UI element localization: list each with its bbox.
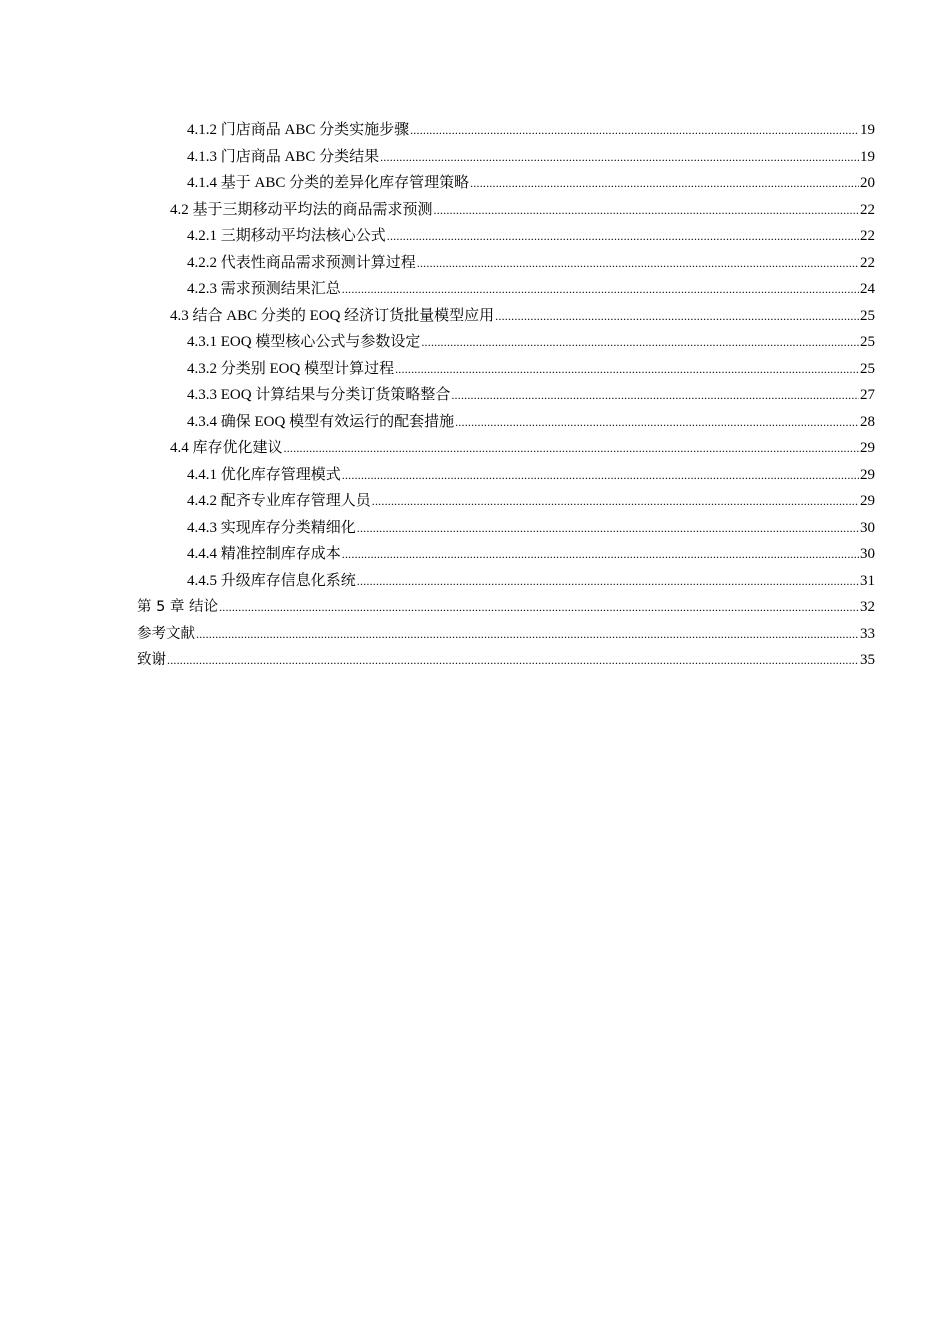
toc-entry-page: 25 <box>860 307 875 324</box>
toc-entry[interactable] <box>137 303 875 330</box>
toc-entry-page: 22 <box>860 228 875 244</box>
toc-entry-title: 4.2.1 三期移动平均法核心公式 <box>187 228 386 244</box>
toc-entry-page: 29 <box>860 493 875 509</box>
toc-entry-title: 4.4.1 优化库存管理模式 <box>187 466 341 483</box>
toc-dot-leader <box>455 409 859 436</box>
toc-entry-title: 4.2 基于三期移动平均法的商品需求预测 <box>170 201 433 218</box>
toc-entry-page: 30 <box>860 546 875 562</box>
toc-entry-title: 4.2.2 代表性商品需求预测计算过程 <box>187 254 416 271</box>
toc-entry[interactable] <box>137 250 875 277</box>
toc-entry[interactable] <box>137 223 875 250</box>
toc-entry-title: 4.4 库存优化建议 <box>170 440 283 456</box>
toc-dot-leader <box>357 568 859 595</box>
toc-entry-page: 22 <box>860 201 875 218</box>
toc-entry-title: 4.1.3 门店商品 ABC 分类结果 <box>187 148 380 165</box>
toc-entry-title: 4.3.3 EOQ 计算结果与分类订货策略整合 <box>187 387 451 403</box>
toc-entry-title: 4.1.2 门店商品 ABC 分类实施步骤 <box>187 122 410 138</box>
toc-dot-leader <box>470 170 859 197</box>
toc-entry[interactable] <box>137 488 875 515</box>
toc-entry-page: 22 <box>860 254 875 271</box>
toc-dot-leader <box>417 250 859 277</box>
toc-dot-leader <box>342 462 859 489</box>
toc-entry[interactable] <box>137 621 875 648</box>
toc-dot-leader <box>434 197 859 224</box>
toc-entry-title: 参考文献 <box>137 625 195 642</box>
toc-entry-page: 31 <box>860 572 875 589</box>
toc-entry-title: 4.4.3 实现库存分类精细化 <box>187 519 356 536</box>
toc-entry-title: 4.1.4 基于 ABC 分类的差异化库存管理策略 <box>187 175 470 191</box>
toc-entry-page: 30 <box>860 519 875 536</box>
toc-entry-page: 25 <box>860 334 875 350</box>
toc-dot-leader <box>342 276 859 303</box>
toc-dot-leader <box>495 303 859 330</box>
toc-entry[interactable] <box>137 435 875 462</box>
toc-entry[interactable] <box>137 329 875 356</box>
toc-entry-page: 24 <box>860 281 875 297</box>
toc-entry-page: 33 <box>860 625 875 642</box>
toc-entry[interactable] <box>137 144 875 171</box>
toc-entry-title: 第 5 章 结论 <box>137 599 219 615</box>
toc-dot-leader <box>395 356 859 383</box>
toc-entry[interactable] <box>137 541 875 568</box>
toc-entry-page: 29 <box>860 440 875 456</box>
toc-dot-leader <box>372 488 859 515</box>
toc-dot-leader <box>387 223 859 250</box>
toc-dot-leader <box>342 541 859 568</box>
toc-entry-title: 致谢 <box>137 652 166 668</box>
toc-entry-page: 19 <box>860 148 875 165</box>
toc-dot-leader <box>219 594 859 621</box>
toc-entry-title: 4.4.4 精准控制库存成本 <box>187 546 341 562</box>
toc-entry[interactable] <box>137 197 875 224</box>
toc-entry[interactable] <box>137 568 875 595</box>
toc-entry[interactable] <box>137 170 875 197</box>
toc-dot-leader <box>167 647 859 674</box>
toc-entry-title: 4.3 结合 ABC 分类的 EOQ 经济订货批量模型应用 <box>170 307 495 324</box>
toc-entry[interactable] <box>137 382 875 409</box>
toc-entry[interactable] <box>137 117 875 144</box>
toc-dot-leader <box>451 382 859 409</box>
toc-entry-page: 35 <box>860 652 875 668</box>
toc-dot-leader <box>196 621 859 648</box>
toc-entry[interactable] <box>137 409 875 436</box>
toc-entry-title: 4.3.4 确保 EOQ 模型有效运行的配套措施 <box>187 413 455 430</box>
toc-dot-leader <box>410 117 859 144</box>
toc-entry-title: 4.2.3 需求预测结果汇总 <box>187 281 341 297</box>
toc-entry-title: 4.4.5 升级库存信息化系统 <box>187 572 356 589</box>
toc-entry-page: 28 <box>860 413 875 430</box>
toc-dot-leader <box>421 329 859 356</box>
table-of-contents <box>137 117 875 674</box>
toc-entry[interactable] <box>137 276 875 303</box>
toc-entry-title: 4.3.2 分类别 EOQ 模型计算过程 <box>187 360 395 377</box>
toc-entry-page: 19 <box>860 122 875 138</box>
toc-dot-leader <box>284 435 859 462</box>
toc-dot-leader <box>357 515 859 542</box>
toc-entry-page: 27 <box>860 387 875 403</box>
toc-entry-page: 20 <box>860 175 875 191</box>
toc-entry-title: 4.4.2 配齐专业库存管理人员 <box>187 493 371 509</box>
toc-entry-page: 29 <box>860 466 875 483</box>
toc-entry-page: 32 <box>860 599 875 615</box>
toc-entry[interactable] <box>137 647 875 674</box>
toc-entry[interactable] <box>137 462 875 489</box>
toc-entry-title: 4.3.1 EOQ 模型核心公式与参数设定 <box>187 334 421 350</box>
toc-entry[interactable] <box>137 356 875 383</box>
toc-entry[interactable] <box>137 594 875 621</box>
toc-entry-page: 25 <box>860 360 875 377</box>
toc-entry[interactable] <box>137 515 875 542</box>
toc-dot-leader <box>380 144 859 171</box>
